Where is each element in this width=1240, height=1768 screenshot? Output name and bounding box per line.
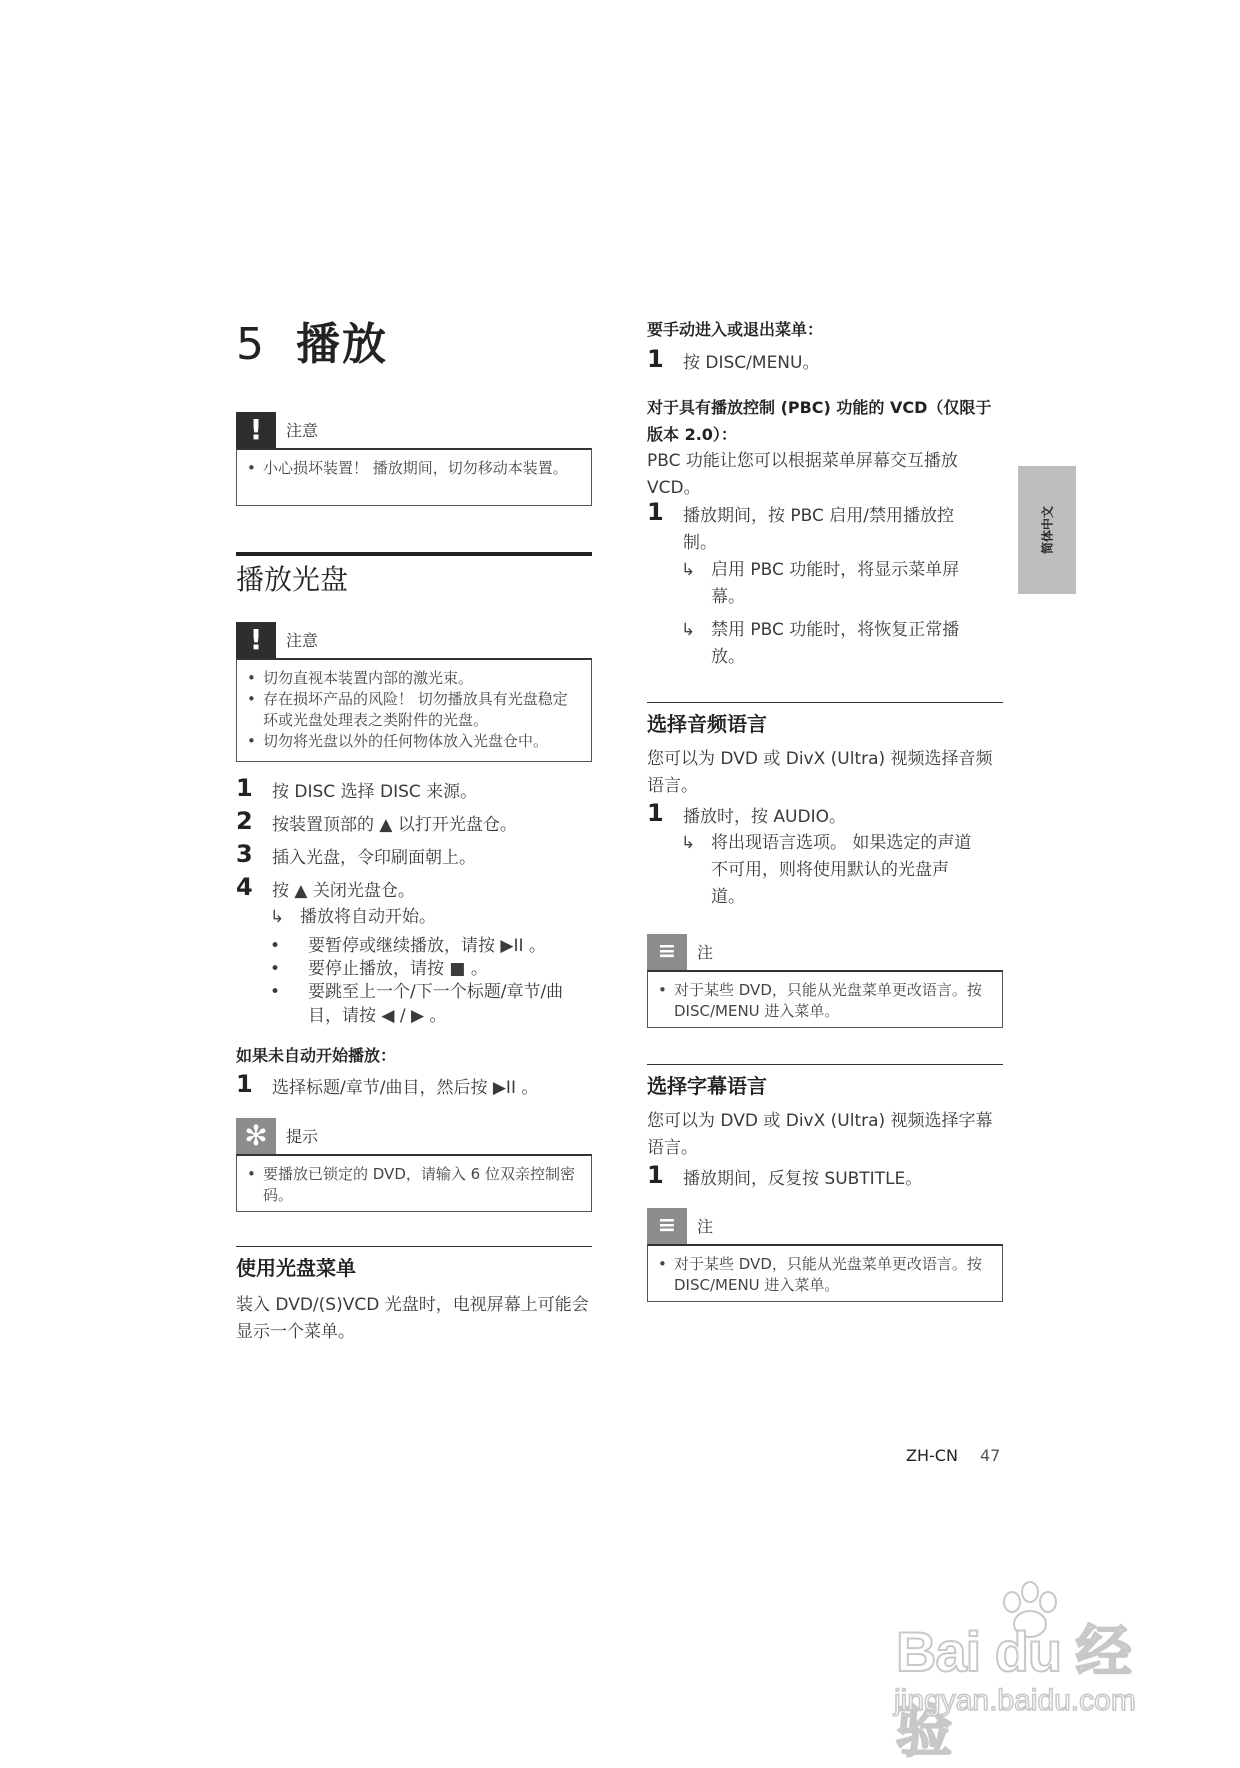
bullet-text: 要暂停或继续播放，请按 ▶II 。 [308,936,546,956]
note-label: 注 [697,943,714,962]
note-item: • 对于某些 DVD，只能从光盘菜单更改语言。按 DISC/MENU 进入菜单。 [658,1254,988,1296]
notice-item: • 存在损坏产品的风险！ 切勿播放具有光盘稳定环或光盘处理表之类附件的光盘。 [247,689,577,731]
section-rule [236,1246,592,1247]
language-side-tab [1018,466,1076,594]
section-title-menu: 使用光盘菜单 [236,1256,356,1280]
baidu-watermark [884,1580,1184,1763]
tip-star-icon: ✻ [236,1118,276,1154]
exclamation-icon: ! [236,622,276,658]
note-lines-icon: ≡ [647,934,687,970]
tip-label: 提示 [286,1127,319,1146]
note-box [647,970,1003,1028]
section-title-play: 播放光盘 [236,563,349,596]
result-arrow-icon: ↳ [681,560,696,580]
exclamation-icon: ! [236,412,276,448]
chapter-name: 播放 [296,319,388,370]
bullet-text: 要跳至上一个/下一个标题/章节/曲目，请按 ◀ / ▶ 。 [308,982,564,1026]
pbc-heading: 对于具有播放控制 (PBC) 功能的 VCD（仅限于版本 2.0）： [647,398,992,444]
note-header [647,1208,1002,1236]
result-arrow-icon: ↳ [681,833,696,853]
section-rule [647,702,1003,703]
section-rule [236,552,592,556]
result-arrow-icon: ↳ [681,620,696,640]
step-number: 1 [236,774,253,802]
note-item: • 对于某些 DVD，只能从光盘菜单更改语言。按 DISC/MENU 进入菜单。 [658,980,988,1022]
notice-label: 注意 [286,631,319,650]
section-rule [647,1064,1003,1065]
notice-item: • 切勿将光盘以外的任何物体放入光盘仓中。 [247,731,577,752]
step-text: 播放期间，反复按 SUBTITLE。 [683,1169,923,1189]
note-header [647,934,1002,962]
chapter-number: 5 [236,319,266,370]
result-text: 将出现语言选项。 如果选定的声道不可用，则将使用默认的光盘声道。 [711,833,972,907]
step-number: 1 [647,498,664,526]
step-text: 选择标题/章节/曲目，然后按 ▶II 。 [272,1078,539,1098]
bullet-text: 要停止播放，请按 ■ 。 [308,959,488,979]
audio-intro: 您可以为 DVD 或 DivX (Ultra) 视频选择音频语言。 [647,749,993,796]
manual-menu-heading: 要手动进入或退出菜单： [647,320,824,339]
result-text: 启用 PBC 功能时，将显示菜单屏幕。 [711,560,960,607]
step-number: 1 [647,1161,664,1189]
note-lines-icon: ≡ [647,1208,687,1244]
step-number: 1 [647,799,664,827]
subtitle-intro: 您可以为 DVD 或 DivX (Ultra) 视频选择字幕语言。 [647,1111,993,1158]
notice-item: • 切勿直视本装置内部的激光束。 [247,668,577,689]
tip-item: • 要播放已锁定的 DVD，请输入 6 位双亲控制密码。 [247,1164,577,1206]
step-text: 按 ▲ 关闭光盘仓。 [272,881,415,901]
bullet-dot: • [270,982,281,1002]
page-number: 47 [980,1446,1001,1465]
result-text: 播放将自动开始。 [300,907,436,927]
notice-header [236,412,591,446]
step-number: 1 [647,345,664,373]
result-arrow-icon: ↳ [270,907,285,927]
note-label: 注 [697,1217,714,1236]
if-not-auto-heading: 如果未自动开始播放： [236,1046,397,1065]
watermark-url: jingyan.baidu.com [894,1684,1136,1717]
notice-label: 注意 [286,421,319,440]
result-text: 禁用 PBC 功能时，将恢复正常播放。 [711,620,960,667]
step-text: 按 DISC/MENU。 [683,353,820,373]
chapter-title [236,308,388,372]
step-text: 播放时，按 AUDIO。 [683,807,846,827]
menu-intro: 装入 DVD/(S)VCD 光盘时，电视屏幕上可能会显示一个菜单。 [236,1295,589,1342]
step-text: 按 DISC 选择 DISC 来源。 [272,782,478,802]
tip-header [236,1118,591,1152]
step-text: 插入光盘，令印刷面朝上。 [272,848,476,868]
notice-box [236,448,592,506]
step-number: 4 [236,873,253,901]
section-title-subtitle: 选择字幕语言 [647,1074,767,1098]
step-number: 1 [236,1070,253,1098]
step-text: 按装置顶部的 ▲ 以打开光盘仓。 [272,815,517,835]
section-title-audio: 选择音频语言 [647,712,767,736]
tip-box [236,1154,592,1212]
language-side-tab-label: 简体中文 [1040,505,1055,555]
step-number: 2 [236,807,253,835]
step-number: 3 [236,840,253,868]
note-box [647,1244,1003,1302]
footer-language: ZH-CN [906,1446,958,1465]
watermark-brand: Bai du 经验 [896,1620,1131,1763]
step-text: 播放期间，按 PBC 启用/禁用播放控制。 [683,506,955,553]
notice-item: • 小心损坏装置！ 播放期间，切勿移动本装置。 [247,458,577,479]
bullet-dot: • [270,936,281,956]
notice-box [236,658,592,762]
pbc-intro: PBC 功能让您可以根据菜单屏幕交互播放 VCD。 [647,451,958,498]
notice-header [236,622,591,656]
bullet-dot: • [270,959,281,979]
